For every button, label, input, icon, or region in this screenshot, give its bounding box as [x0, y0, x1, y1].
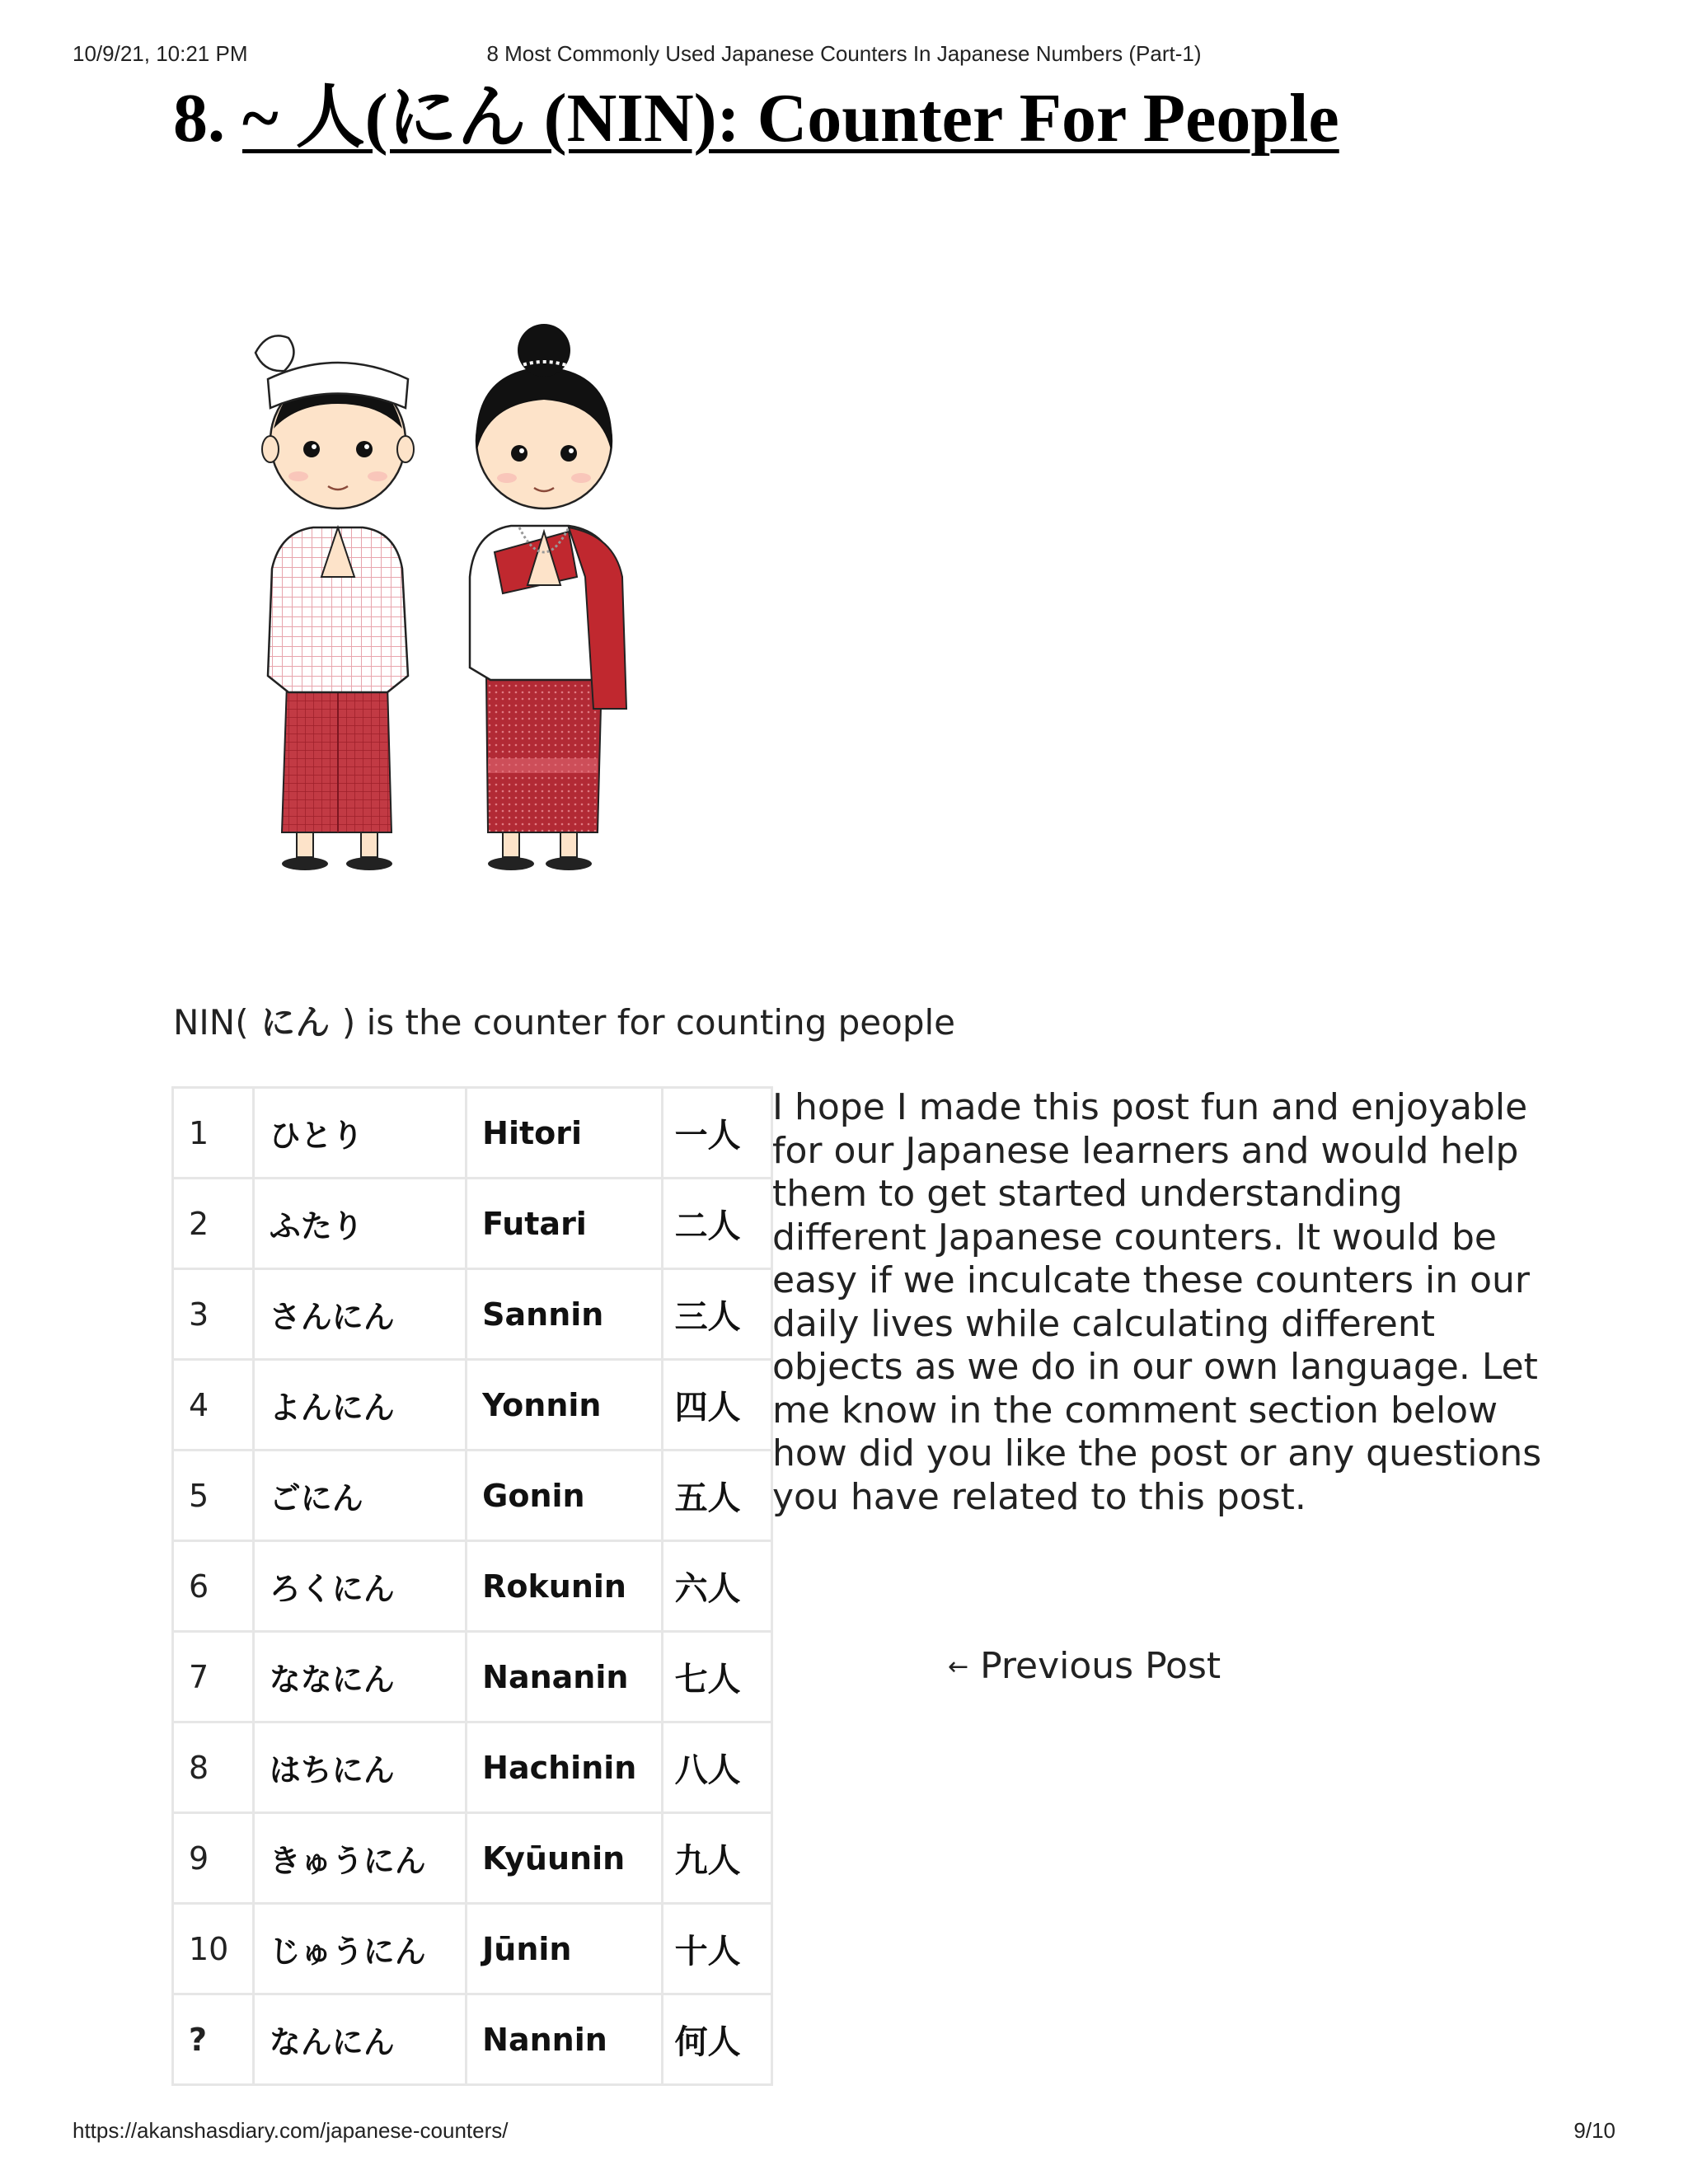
intro-text — [173, 996, 955, 1045]
row-number: 2 — [173, 1179, 254, 1269]
row-kana: ろくにん — [253, 1541, 466, 1632]
row-romaji: Hachinin — [467, 1722, 662, 1813]
row-number: 8 — [173, 1722, 254, 1813]
left-arrow-icon: ← — [948, 1652, 969, 1681]
print-date: 10/9/21, 10:21 PM — [73, 41, 248, 66]
row-romaji: Jūnin — [467, 1904, 662, 1994]
girl-figure — [470, 324, 626, 870]
row-kanji: 八人 — [662, 1722, 771, 1813]
row-number: ? — [173, 1994, 254, 2085]
row-kanji: 九人 — [662, 1813, 771, 1904]
row-number: 9 — [173, 1813, 254, 1904]
row-kana: きゅうにん — [253, 1813, 466, 1904]
row-kana: ななにん — [253, 1632, 466, 1722]
row-kana: はちにん — [253, 1722, 466, 1813]
intro-suffix: ) is the counter for counting people — [341, 1002, 955, 1043]
row-kana: よんにん — [253, 1360, 466, 1451]
row-kana: さんにん — [253, 1269, 466, 1360]
row-romaji: Kyūunin — [467, 1813, 662, 1904]
section-number: 8. — [173, 80, 225, 157]
row-kana: ひとり — [253, 1088, 466, 1179]
row-kanji: 四人 — [662, 1360, 771, 1451]
table-row — [173, 1632, 772, 1722]
row-romaji: Sannin — [467, 1269, 662, 1360]
table-row — [173, 1179, 772, 1269]
table-row — [173, 1994, 772, 2085]
table-row — [173, 1088, 772, 1179]
previous-post-link[interactable] — [948, 1645, 1221, 1687]
row-kanji: 一人 — [662, 1088, 771, 1179]
row-romaji: Nananin — [467, 1632, 662, 1722]
row-romaji: Hitori — [467, 1088, 662, 1179]
row-number: 4 — [173, 1360, 254, 1451]
row-number: 5 — [173, 1451, 254, 1541]
intro-kana: にん — [248, 1002, 342, 1043]
closing-paragraph: I hope I made this post fun and enjoyable for our Japanese learners and would help them to get started understanding different Japanese counters. It would be easy if we inculcate these counters in our daily lives while calculating different objects as we do in our own language. Let me know in the comment section below how did you like the post or any questions you have related to this post. — [772, 1086, 1542, 1518]
row-kanji: 七人 — [662, 1632, 771, 1722]
row-kana: じゅうにん — [253, 1904, 466, 1994]
previous-post-label: Previous Post — [980, 1645, 1221, 1687]
section-heading — [173, 81, 1339, 157]
row-kana: ごにん — [253, 1451, 466, 1541]
row-kanji: 二人 — [662, 1179, 771, 1269]
intro-prefix: NIN( — [173, 1002, 249, 1043]
row-number: 6 — [173, 1541, 254, 1632]
couple-greeting-illustration — [223, 280, 684, 890]
table-row — [173, 1541, 772, 1632]
row-kanji: 六人 — [662, 1541, 771, 1632]
row-number: 3 — [173, 1269, 254, 1360]
row-romaji: Rokunin — [467, 1541, 662, 1632]
row-romaji: Gonin — [467, 1451, 662, 1541]
print-document-title: 8 Most Commonly Used Japanese Counters In Japanese Numbers (Part-1) — [486, 41, 1202, 66]
row-kana: ふたり — [253, 1179, 466, 1269]
print-header — [73, 41, 1615, 71]
row-kana: なんにん — [253, 1994, 466, 2085]
row-number: 1 — [173, 1088, 254, 1179]
row-kanji: 五人 — [662, 1451, 771, 1541]
table-row — [173, 1451, 772, 1541]
print-page-number: 9/10 — [1573, 2118, 1615, 2143]
row-number: 10 — [173, 1904, 254, 1994]
table-row — [173, 1813, 772, 1904]
row-number: 7 — [173, 1632, 254, 1722]
row-romaji: Futari — [467, 1179, 662, 1269]
row-romaji: Yonnin — [467, 1360, 662, 1451]
table-row — [173, 1360, 772, 1451]
row-kanji: 何人 — [662, 1994, 771, 2085]
section-title: ~ 人(にん (NIN): Counter For People — [242, 80, 1339, 157]
table-row — [173, 1904, 772, 1994]
counter-table — [171, 1086, 773, 2086]
print-footer — [73, 2118, 1615, 2148]
table-row — [173, 1269, 772, 1360]
row-kanji: 十人 — [662, 1904, 771, 1994]
boy-figure — [256, 335, 414, 870]
row-romaji: Nannin — [467, 1994, 662, 2085]
table-row — [173, 1722, 772, 1813]
row-kanji: 三人 — [662, 1269, 771, 1360]
print-url: https://akanshasdiary.com/japanese-counters/ — [73, 2118, 509, 2143]
counter-table-body — [173, 1088, 772, 2085]
